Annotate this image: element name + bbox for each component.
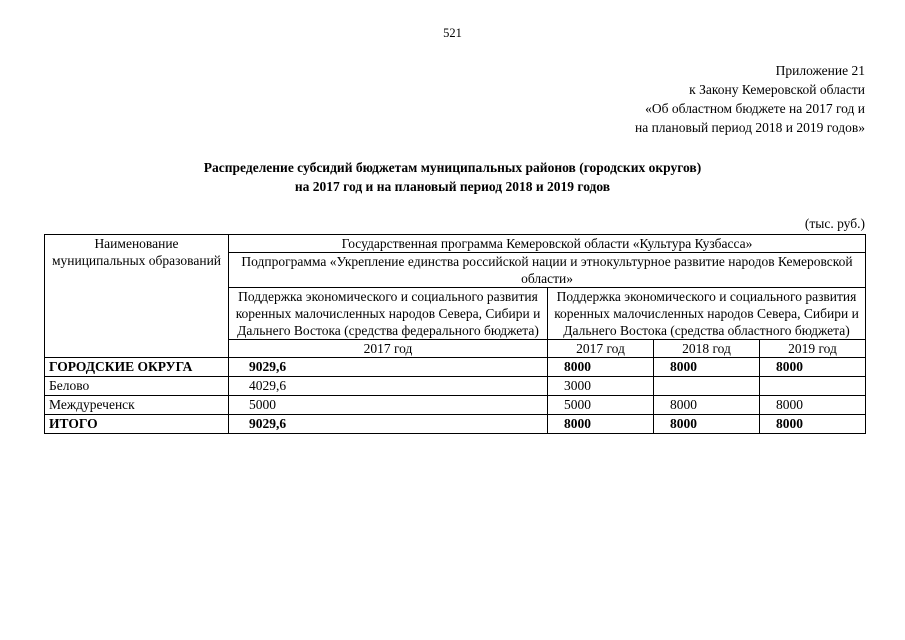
document-title: [0, 158, 905, 196]
appendix-line: на плановый период 2018 и 2019 годов»: [634, 120, 865, 135]
header-year: 2017 год: [548, 340, 654, 358]
row-name: ГОРОДСКИЕ ОКРУГА: [45, 358, 229, 377]
header-year: 2019 год: [760, 340, 866, 358]
cell-regional-2018: 8000: [654, 358, 760, 377]
row-name: Белово: [45, 377, 229, 396]
table-row: [45, 396, 866, 415]
title-line: на 2017 год и на плановый период 2018 и 2019 годов: [294, 179, 611, 194]
cell-regional-2017: 5000: [548, 396, 654, 415]
cell-federal-2017: 9029,6: [229, 358, 548, 377]
cell-regional-2018: 8000: [654, 396, 760, 415]
header-municipality: Наименование муниципальных образований: [45, 235, 229, 358]
appendix-line: Приложение 21: [775, 63, 865, 78]
header-subprogram: Подпрограмма «Укрепление единства российской нации и этнокультурное развитие народов Кемеровской области»: [229, 253, 866, 288]
cell-regional-2019: 8000: [760, 415, 866, 434]
cell-regional-2017: 8000: [548, 358, 654, 377]
appendix-line: «Об областном бюджете на 2017 год и: [645, 101, 865, 116]
cell-federal-2017: 9029,6: [229, 415, 548, 434]
page-number: 521: [443, 26, 462, 40]
units-label: (тыс. руб.): [804, 216, 865, 231]
cell-regional-2019: 8000: [760, 358, 866, 377]
row-name: ИТОГО: [45, 415, 229, 434]
header-program: Государственная программа Кемеровской области «Культура Кузбасса»: [229, 235, 866, 253]
cell-regional-2019: 8000: [760, 396, 866, 415]
header-regional-support: Поддержка экономического и социального развития коренных малочисленных народов Севера, Сибири и Дальнего Востока (средства областного бюджета): [548, 288, 866, 340]
table-row: [45, 358, 866, 377]
subsidy-table: [44, 234, 866, 434]
header-year: 2017 год: [229, 340, 548, 358]
header-federal-support: Поддержка экономического и социального развития коренных малочисленных народов Севера, Сибири и Дальнего Востока (средства федерального бюджета): [229, 288, 548, 340]
cell-federal-2017: 4029,6: [229, 377, 548, 396]
row-name: Междуреченск: [45, 396, 229, 415]
cell-regional-2017: 3000: [548, 377, 654, 396]
appendix-line: к Закону Кемеровской области: [689, 82, 865, 97]
header-row-program: [45, 235, 866, 253]
cell-regional-2019: [760, 377, 866, 396]
cell-regional-2018: [654, 377, 760, 396]
table-row: [45, 377, 866, 396]
cell-regional-2018: 8000: [654, 415, 760, 434]
appendix-block: [635, 61, 865, 137]
cell-regional-2017: 8000: [548, 415, 654, 434]
cell-federal-2017: 5000: [229, 396, 548, 415]
header-year: 2018 год: [654, 340, 760, 358]
title-line: Распределение субсидий бюджетам муниципальных районов (городских округов): [203, 160, 702, 175]
table-row: [45, 415, 866, 434]
